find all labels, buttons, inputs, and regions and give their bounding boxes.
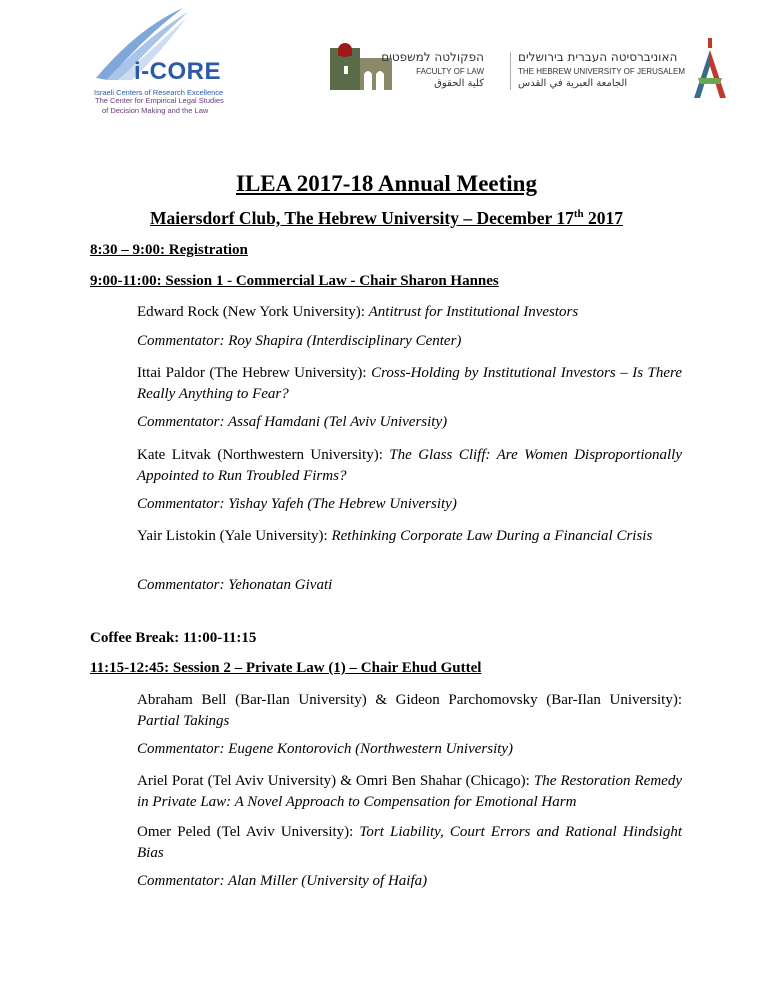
faculty-hebrew: הפקולטה למשפטים [381,50,484,64]
session1-paper-1: Edward Rock (New York University): Antitrust for Institutional Investors [137,304,579,320]
session1-commentator-2: Commentator: Assaf Hamdani (Tel Aviv University) [137,414,448,430]
faculty-university-logo [330,42,710,92]
session2-commentator-3: Commentator: Alan Miller (University of Haifa) [137,873,428,889]
faculty-arabic: كلية الحقوق [434,78,484,89]
university-hebrew: האוניברסיטה העברית בירושלים [518,50,678,64]
faculty-english: FACULTY OF LAW [416,67,484,76]
page-subtitle: Maiersdorf Club, The Hebrew University – December 17th 2017 [150,208,623,228]
center-name-line1: The Center for Empirical Legal Studies [95,96,224,105]
center-name-line2: of Decision Making and the Law [102,106,209,115]
registration-heading: 8:30 – 9:00: Registration [90,242,248,258]
icore-name: i-CORE [134,58,221,85]
university-english: THE HEBREW UNIVERSITY OF JERUSALEM [518,67,685,76]
session1-commentator-3: Commentator: Yishay Yafeh (The Hebrew University) [137,496,457,512]
logo-divider [510,52,511,90]
page-title: ILEA 2017-18 Annual Meeting [236,171,537,196]
session1-commentator-4: Commentator: Yehonatan Givati [137,577,333,593]
session1-paper-3: Kate Litvak (Northwestern University): The Glass Cliff: Are Women Disproportionally Appointed to Run Troubled Firms? [137,447,682,484]
university-arabic: الجامعة العبرية في القدس [518,78,628,89]
session1-commentator-1: Commentator: Roy Shapira (Interdisciplinary Center) [137,333,462,349]
session1-heading: 9:00-11:00: Session 1 - Commercial Law - Chair Sharon Hannes [90,273,499,289]
session2-paper-2: Ariel Porat (Tel Aviv University) & Omri Ben Shahar (Chicago): The Restoration Remedy in Private Law: A Novel Approach to Compensation for Emotional Harm [137,773,682,810]
page-header [0,0,773,130]
coffee-break-heading: Coffee Break: 11:00-11:15 [90,630,257,646]
session1-paper-4: Yair Listokin (Yale University): Rethinking Corporate Law During a Financial Crisis [137,528,653,544]
hebrew-university-emblem-icon [690,38,730,102]
session1-paper-2: Ittai Paldor (The Hebrew University): Cross-Holding by Institutional Investors – Is There Really Anything to Fear? [137,365,682,402]
session2-commentator-1: Commentator: Eugene Kontorovich (Northwestern University) [137,741,514,757]
icore-subtitle: Israeli Centers of Research Excellence [94,88,224,97]
session2-heading: 11:15-12:45: Session 2 – Private Law (1) – Chair Ehud Guttel [90,660,482,676]
session2-paper-1: Abraham Bell (Bar-Ilan University) & Gideon Parchomovsky (Bar-Ilan University): Partial Takings [137,692,682,729]
session2-paper-3: Omer Peled (Tel Aviv University): Tort Liability, Court Errors and Rational Hindsight Bias [137,824,682,861]
